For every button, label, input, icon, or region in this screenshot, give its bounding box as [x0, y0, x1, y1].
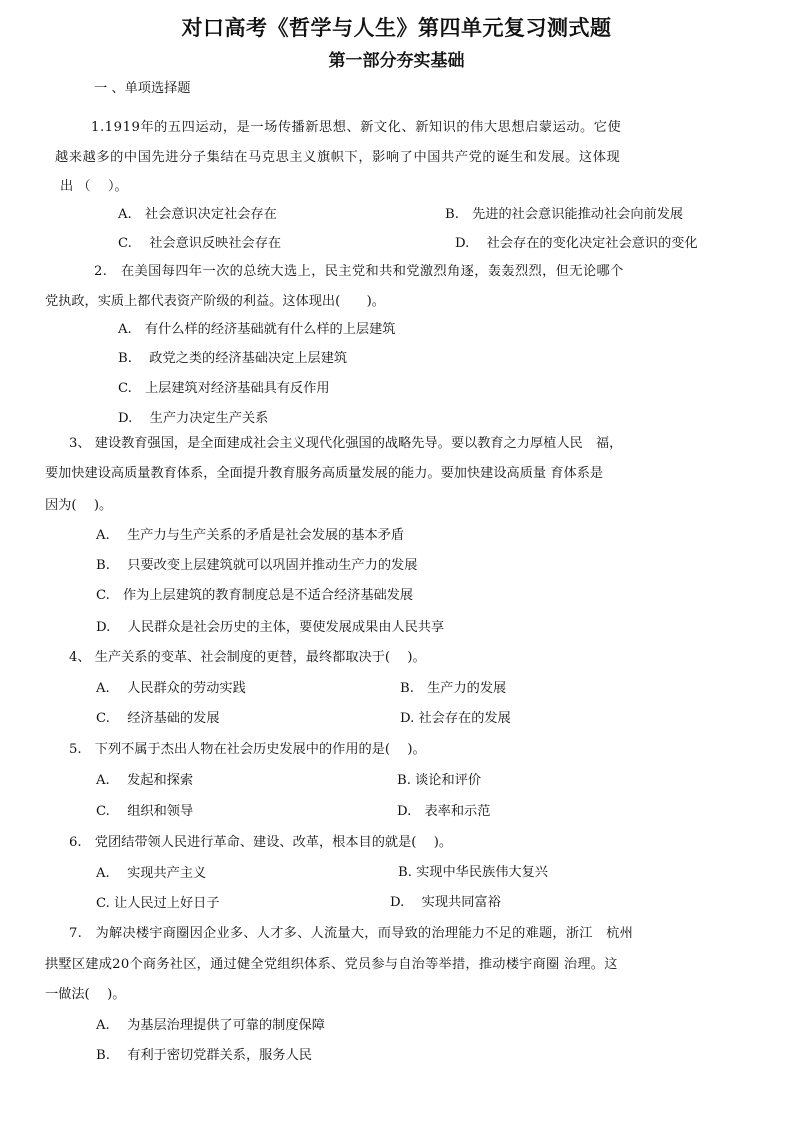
question-7-option-a: A. 为基层治理提供了可靠的制度保障 [96, 1018, 325, 1033]
question-3-option-d: D. 人民群众是社会历史的主体，要使发展成果由人民共享 [96, 620, 445, 635]
question-2-option-c: C. 上层建筑对经济基础具有反作用 [118, 381, 330, 396]
question-3-option-b: B. 只要改变上层建筑就可以巩固并推动生产力的发展 [96, 558, 418, 573]
question-6-option-b: B. 实现中华民族伟大复兴 [398, 865, 548, 880]
question-2-line-2: 党执政，实质上都代表资产阶级的利益。这体现出( )。 [45, 294, 385, 309]
question-1-line-1: 1.1919年的五四运动，是一场传播新思想、新文化、新知识的伟大思想启蒙运动。它使 [91, 120, 622, 135]
page-subtitle: 第一部分夯实基础 [328, 51, 465, 71]
question-4-option-a: A. 人民群众的劳动实践 [96, 681, 246, 696]
question-1-option-c: C. 社会意识反映社会存在 [118, 236, 282, 251]
question-4-option-d: D. 社会存在的发展 [400, 711, 511, 726]
question-1-option-a: A. 社会意识决定社会存在 [118, 207, 277, 222]
question-2-option-a: A. 有什么样的经济基础就有什么样的上层建筑 [118, 322, 396, 337]
question-5-option-b: B. 谈论和评价 [397, 773, 482, 788]
question-6-option-d: D. 实现共同富裕 [390, 895, 501, 910]
question-4-option-b: B. 生产力的发展 [400, 681, 507, 696]
question-5-option-a: A. 发起和探索 [96, 773, 194, 788]
section-heading: 一 、单项选择题 [94, 81, 191, 96]
question-6-option-c: C. 让人民过上好日子 [96, 896, 220, 911]
question-2-option-d: D. 生产力决定生产关系 [118, 411, 269, 426]
question-7-line-2: 拱墅区建成20个商务社区，通过健全党组织体系、党员参与自治等举措，推动楼宇商圈 治理。这 [45, 957, 618, 972]
question-2-option-b: B. 政党之类的经济基础决定上层建筑 [118, 351, 348, 366]
question-2-line-1: 2. 在美国每四年一次的总统大选上，民主党和共和党激烈角逐，轰轰烈烈，但无论哪个 [94, 264, 624, 279]
question-5-option-c: C. 组织和领导 [96, 804, 194, 819]
question-3-option-a: A. 生产力与生产关系的矛盾是社会发展的基本矛盾 [96, 528, 405, 543]
question-3-line-3: 因为( )。 [45, 498, 113, 513]
question-5-line-1: 5. 下列不属于杰出人物在社会历史发展中的作用的是( )。 [69, 742, 426, 757]
question-6-option-a: A. 实现共产主义 [96, 866, 207, 881]
question-3-line-2: 要加快建设高质量教育体系，全面提升教育服务高质量发展的能力。要加快建设高质量 育体系是 [45, 466, 604, 481]
question-1-option-d: D. 社会存在的变化决定社会意识的变化 [455, 236, 698, 251]
question-1-line-2: 越来越多的中国先进分子集结在马克思主义旗帜下，影响了中国共产党的诞生和发展。这体现 [55, 150, 621, 165]
question-1-option-b: B. 先进的社会意识能推动社会向前发展 [445, 207, 684, 222]
question-6-line-1: 6. 党团结带领人民进行革命、建设、改革，根本目的就是( )。 [69, 835, 453, 850]
question-7-line-3: 一做法( )。 [45, 987, 126, 1002]
question-4-option-c: C. 经济基础的发展 [96, 711, 220, 726]
question-1-line-3: 出 （ ）。 [60, 179, 128, 194]
question-4-line-1: 4、 生产关系的变革、社会制度的更替，最终都取决于( )。 [69, 650, 426, 665]
question-7-line-1: 7. 为解决楼宇商圈因企业多、人才多、人流量大，而导致的治理能力不足的难题，浙江 杭州 [69, 926, 634, 941]
question-7-option-b: B. 有利于密切党群关系，服务人民 [96, 1048, 312, 1063]
page-title: 对口高考《哲学与人生》第四单元复习测式题 [181, 16, 612, 40]
question-5-option-d: D. 表率和示范 [397, 804, 491, 819]
question-3-option-c: C. 作为上层建筑的教育制度总是不适合经济基础发展 [96, 588, 414, 603]
question-3-line-1: 3、 建设教育强国，是全面建成社会主义现代化强国的战略先导。要以教育之力厚植人民 福， [69, 436, 623, 451]
